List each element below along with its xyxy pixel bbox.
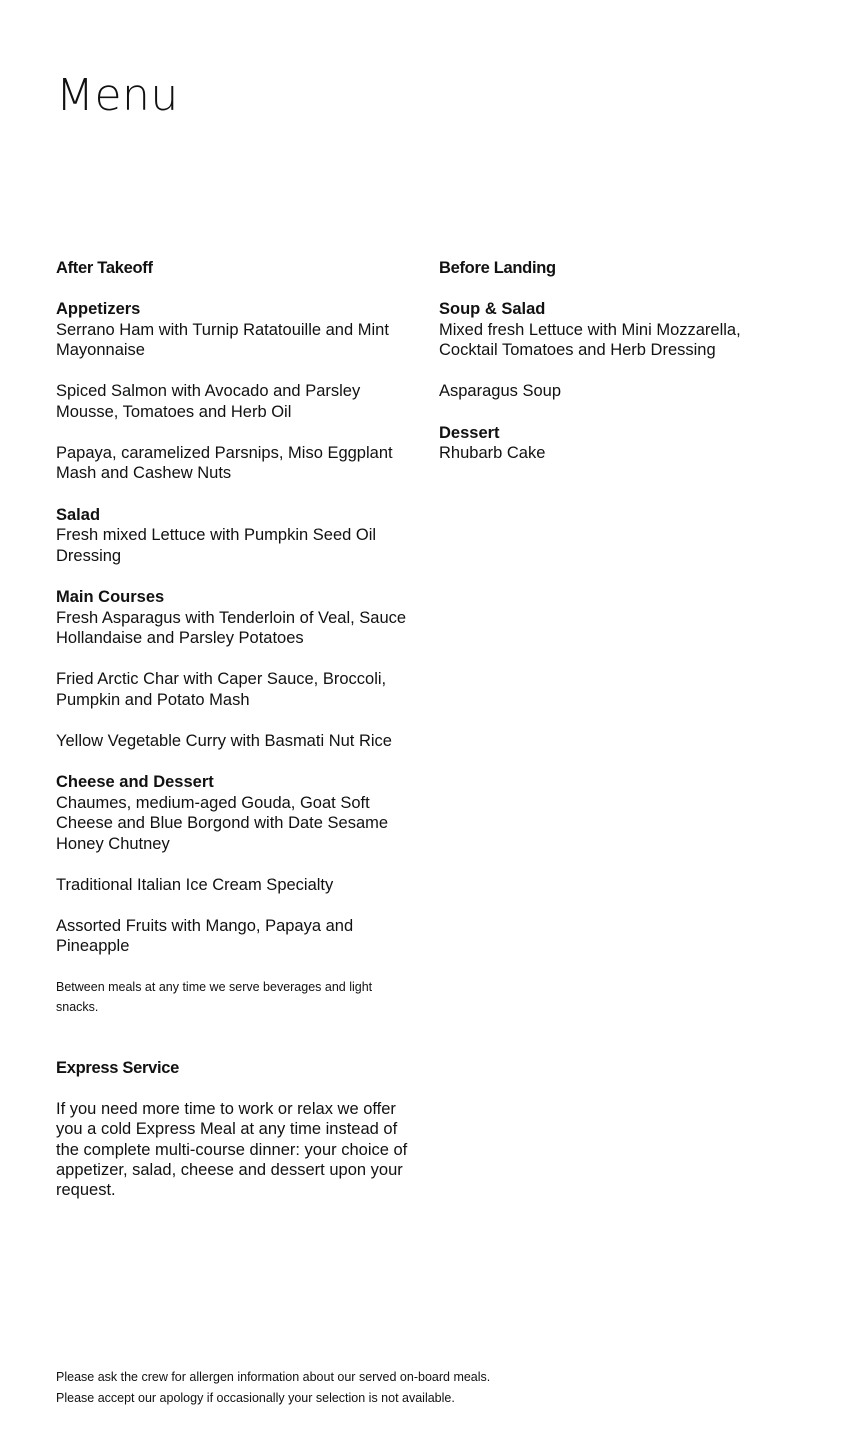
group-title: Appetizers	[56, 300, 141, 318]
menu-item: Fresh Asparagus with Tenderloin of Veal, Sauce Hollandaise and Parsley Potatoes	[56, 608, 407, 647]
express-service-description: If you need more time to work or relax we offer you a cold Express Meal at any time instead of the complete multi-course dinner: your choice of appetizer, salad, cheese and dessert upon your request.	[56, 1100, 408, 1200]
menu-item: Fresh mixed Lettuce with Pumpkin Seed Oil Dressing	[56, 526, 377, 565]
section-heading-before-landing: Before Landing	[439, 259, 556, 277]
menu-group-main-courses	[56, 587, 416, 751]
menu-item: Fried Arctic Char with Caper Sauce, Broccoli, Pumpkin and Potato Mash	[56, 670, 387, 709]
menu-item: Rhubarb Cake	[439, 444, 546, 462]
menu-item: Papaya, caramelized Parsnips, Miso Eggplant Mash and Cashew Nuts	[56, 443, 393, 482]
group-title: Salad	[56, 505, 101, 524]
menu-item: Mixed fresh Lettuce with Mini Mozzarella, Cocktail Tomatoes and Herb Dressing	[439, 320, 741, 359]
menu-item: Spiced Salmon with Avocado and Parsley Mousse, Tomatoes and Herb Oil	[56, 382, 361, 421]
between-meals-note: Between meals at any time we serve beverages and light snacks.	[56, 979, 373, 1014]
group-title: Cheese and Dessert	[56, 773, 214, 791]
group-title: Soup & Salad	[439, 300, 546, 318]
menu-item: Yellow Vegetable Curry with Basmati Nut Rice	[56, 731, 392, 750]
menu-group-salad	[56, 505, 416, 567]
section-heading-after-takeoff: After Takeoff	[56, 259, 153, 277]
availability-note: Please accept our apology if occasionally your selection is not available.	[56, 1390, 455, 1405]
allergen-note: Please ask the crew for allergen information about our served on-board meals.	[56, 1370, 491, 1384]
group-title: Main Courses	[56, 588, 165, 606]
after-takeoff-column	[56, 258, 416, 1017]
menu-item: Asparagus Soup	[439, 382, 562, 400]
menu-item: Serrano Ham with Turnip Ratatouille and Mint Mayonnaise	[56, 320, 389, 359]
section-heading-express-service: Express Service	[56, 1059, 180, 1077]
group-title: Dessert	[439, 423, 500, 442]
menu-item: Chaumes, medium-aged Gouda, Goat Soft Cheese and Blue Borgond with Date Sesame Honey Chutney	[56, 793, 389, 853]
menu-group-soup-salad	[439, 299, 799, 402]
menu-group-dessert	[439, 423, 799, 464]
menu-group-appetizers	[56, 299, 416, 484]
menu-item: Traditional Italian Ice Cream Specialty	[56, 875, 334, 894]
menu-group-cheese-dessert	[56, 772, 416, 957]
footer-notes	[56, 1367, 490, 1408]
menu-item: Assorted Fruits with Mango, Papaya and Pineapple	[56, 916, 354, 955]
express-service-section	[56, 1058, 416, 1200]
before-landing-column	[439, 258, 799, 485]
page-title: Menu	[56, 70, 179, 121]
